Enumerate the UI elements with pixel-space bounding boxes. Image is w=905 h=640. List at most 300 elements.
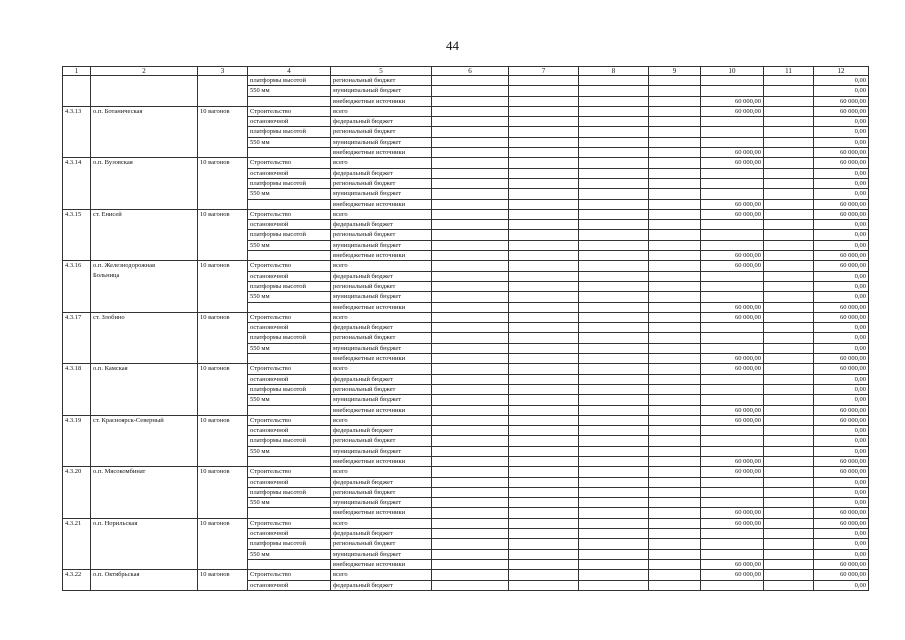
funding-source-cell: региональный бюджет — [331, 76, 432, 86]
description-cell — [248, 302, 331, 312]
description-cell: Строительство — [248, 518, 331, 528]
funding-source-cell: муниципальный бюджет — [331, 343, 432, 353]
empty-cell-col6 — [432, 312, 509, 322]
empty-cell-col7 — [509, 559, 579, 569]
item-name: о.п. Камская — [93, 365, 128, 373]
empty-cell-col9 — [649, 189, 701, 199]
empty-cell-col7 — [509, 374, 579, 384]
empty-cell-col9 — [649, 168, 701, 178]
description-cell: остановочной — [248, 529, 331, 539]
item-code-cell: 4.3.20 — [63, 467, 91, 518]
item-name: о.п. Октябрьская — [93, 571, 140, 579]
amount-col10-cell — [701, 446, 764, 456]
amount-col10-cell: 60 000,00 — [701, 96, 764, 106]
empty-cell-col8 — [579, 508, 649, 518]
description-cell: 550 мм — [248, 549, 331, 559]
amount-col10-cell — [701, 168, 764, 178]
empty-cell-col9 — [649, 467, 701, 477]
amount-col10-cell — [701, 178, 764, 188]
table-row — [63, 364, 869, 374]
empty-cell-col7 — [509, 96, 579, 106]
funding-source-cell: региональный бюджет — [331, 539, 432, 549]
amount-col10-cell — [701, 127, 764, 137]
funding-source-cell: всего — [331, 570, 432, 580]
empty-cell-col9 — [649, 127, 701, 137]
empty-cell-col7 — [509, 178, 579, 188]
empty-cell-col7 — [509, 189, 579, 199]
amount-col10-cell: 60 000,00 — [701, 158, 764, 168]
empty-cell-col11 — [764, 456, 814, 466]
empty-cell-col9 — [649, 148, 701, 158]
item-name-cell — [91, 364, 198, 415]
amount-col12-cell: 0,00 — [814, 168, 869, 178]
amount-col12-cell: 60 000,00 — [814, 148, 869, 158]
empty-cell-col11 — [764, 446, 814, 456]
funding-source-cell: внебюджетные источники — [331, 96, 432, 106]
description-cell: Строительство — [248, 158, 331, 168]
empty-cell-col8 — [579, 261, 649, 271]
unit-cell: 10 вагонов — [198, 364, 248, 415]
description-cell: остановочной — [248, 220, 331, 230]
header-cell-12: 12 — [814, 67, 869, 76]
empty-cell-col6 — [432, 86, 509, 96]
description-cell — [248, 199, 331, 209]
empty-cell-col6 — [432, 570, 509, 580]
table-row — [63, 76, 869, 86]
empty-cell-col11 — [764, 261, 814, 271]
description-cell: остановочной — [248, 580, 331, 590]
unit-cell: 10 вагонов — [198, 570, 248, 591]
description-cell — [248, 251, 331, 261]
amount-col10-cell — [701, 549, 764, 559]
empty-cell-col6 — [432, 220, 509, 230]
amount-col12-cell: 0,00 — [814, 436, 869, 446]
description-cell: Строительство — [248, 209, 331, 219]
empty-cell-col7 — [509, 117, 579, 127]
empty-cell-col9 — [649, 518, 701, 528]
description-cell: 550 мм — [248, 86, 331, 96]
empty-cell-col9 — [649, 199, 701, 209]
empty-cell-col9 — [649, 580, 701, 590]
amount-col12-cell: 0,00 — [814, 333, 869, 343]
funding-source-cell: муниципальный бюджет — [331, 446, 432, 456]
amount-col10-cell — [701, 343, 764, 353]
amount-col12-cell: 60 000,00 — [814, 106, 869, 116]
empty-cell-col8 — [579, 96, 649, 106]
empty-cell-col7 — [509, 384, 579, 394]
amount-col12-cell: 0,00 — [814, 178, 869, 188]
description-cell: 550 мм — [248, 343, 331, 353]
table-row — [63, 209, 869, 219]
empty-cell-col7 — [509, 467, 579, 477]
empty-cell-col8 — [579, 76, 649, 86]
empty-cell-col11 — [764, 189, 814, 199]
empty-cell-col8 — [579, 127, 649, 137]
description-cell: Строительство — [248, 364, 331, 374]
empty-cell-col11 — [764, 487, 814, 497]
amount-col10-cell — [701, 384, 764, 394]
table-row — [63, 106, 869, 116]
funding-source-cell: федеральный бюджет — [331, 323, 432, 333]
empty-cell-col11 — [764, 426, 814, 436]
empty-cell-col7 — [509, 251, 579, 261]
empty-cell-col11 — [764, 549, 814, 559]
empty-cell-col7 — [509, 106, 579, 116]
empty-cell-col6 — [432, 456, 509, 466]
description-cell: Строительство — [248, 467, 331, 477]
empty-cell-col11 — [764, 86, 814, 96]
amount-col10-cell: 60 000,00 — [701, 261, 764, 271]
amount-col10-cell: 60 000,00 — [701, 364, 764, 374]
empty-cell-col7 — [509, 364, 579, 374]
empty-cell-col7 — [509, 333, 579, 343]
empty-cell-col11 — [764, 333, 814, 343]
empty-cell-col7 — [509, 456, 579, 466]
amount-col12-cell: 60 000,00 — [814, 261, 869, 271]
empty-cell-col11 — [764, 302, 814, 312]
description-cell: остановочной — [248, 117, 331, 127]
amount-col10-cell — [701, 137, 764, 147]
empty-cell-col7 — [509, 302, 579, 312]
description-cell: 550 мм — [248, 498, 331, 508]
empty-cell-col8 — [579, 168, 649, 178]
amount-col12-cell: 60 000,00 — [814, 312, 869, 322]
empty-cell-col7 — [509, 436, 579, 446]
header-cell-7: 7 — [509, 67, 579, 76]
empty-cell-col8 — [579, 384, 649, 394]
funding-source-cell: муниципальный бюджет — [331, 86, 432, 96]
table-row — [63, 261, 869, 271]
funding-source-cell: внебюджетные источники — [331, 354, 432, 364]
empty-cell-col6 — [432, 333, 509, 343]
empty-cell-col8 — [579, 570, 649, 580]
empty-cell-col9 — [649, 137, 701, 147]
empty-cell-col11 — [764, 415, 814, 425]
funding-source-cell: всего — [331, 467, 432, 477]
empty-cell-col11 — [764, 498, 814, 508]
amount-col10-cell — [701, 333, 764, 343]
amount-col10-cell: 60 000,00 — [701, 312, 764, 322]
empty-cell-col6 — [432, 209, 509, 219]
empty-cell-col11 — [764, 251, 814, 261]
amount-col12-cell: 0,00 — [814, 395, 869, 405]
empty-cell-col7 — [509, 549, 579, 559]
description-cell: платформы высотой — [248, 281, 331, 291]
empty-cell-col11 — [764, 271, 814, 281]
item-code-cell: 4.3.22 — [63, 570, 91, 591]
empty-cell-col11 — [764, 467, 814, 477]
unit-cell: 10 вагонов — [198, 467, 248, 518]
description-cell: платформы высотой — [248, 539, 331, 549]
empty-cell-col9 — [649, 292, 701, 302]
amount-col10-cell — [701, 220, 764, 230]
unit-cell: 10 вагонов — [198, 209, 248, 260]
amount-col12-cell: 0,00 — [814, 220, 869, 230]
description-cell: платформы высотой — [248, 76, 331, 86]
empty-cell-col8 — [579, 467, 649, 477]
empty-cell-col11 — [764, 343, 814, 353]
empty-cell-col11 — [764, 477, 814, 487]
description-cell: платформы высотой — [248, 127, 331, 137]
empty-cell-col6 — [432, 405, 509, 415]
header-cell-11: 11 — [764, 67, 814, 76]
item-name: о.п. Норильская — [93, 519, 138, 527]
description-cell: Строительство — [248, 415, 331, 425]
empty-cell-col6 — [432, 559, 509, 569]
code-cell — [63, 76, 91, 107]
empty-cell-col11 — [764, 539, 814, 549]
funding-source-cell: внебюджетные источники — [331, 148, 432, 158]
funding-source-cell: федеральный бюджет — [331, 117, 432, 127]
empty-cell-col7 — [509, 477, 579, 487]
amount-col10-cell — [701, 323, 764, 333]
empty-cell-col9 — [649, 570, 701, 580]
header-cell-3: 3 — [198, 67, 248, 76]
empty-cell-col11 — [764, 395, 814, 405]
amount-col10-cell — [701, 498, 764, 508]
empty-cell-col6 — [432, 137, 509, 147]
empty-cell-col6 — [432, 158, 509, 168]
empty-cell-col6 — [432, 364, 509, 374]
amount-col12-cell: 60 000,00 — [814, 467, 869, 477]
description-cell: 550 мм — [248, 240, 331, 250]
empty-cell-col11 — [764, 292, 814, 302]
empty-cell-col7 — [509, 446, 579, 456]
amount-col10-cell: 60 000,00 — [701, 106, 764, 116]
empty-cell-col6 — [432, 446, 509, 456]
item-name: о.п. Вузовская — [93, 159, 133, 167]
funding-source-cell: всего — [331, 261, 432, 271]
empty-cell-col9 — [649, 374, 701, 384]
description-cell: 550 мм — [248, 189, 331, 199]
amount-col10-cell: 60 000,00 — [701, 302, 764, 312]
empty-cell-col8 — [579, 230, 649, 240]
empty-cell-col8 — [579, 415, 649, 425]
amount-col12-cell: 0,00 — [814, 487, 869, 497]
empty-cell-col11 — [764, 570, 814, 580]
header-cell-8: 8 — [579, 67, 649, 76]
amount-col10-cell — [701, 539, 764, 549]
funding-source-cell: региональный бюджет — [331, 436, 432, 446]
funding-source-cell: внебюджетные источники — [331, 199, 432, 209]
empty-cell-col6 — [432, 343, 509, 353]
empty-cell-col9 — [649, 539, 701, 549]
empty-cell-col8 — [579, 580, 649, 590]
funding-source-cell: всего — [331, 518, 432, 528]
empty-cell-col8 — [579, 199, 649, 209]
empty-cell-col8 — [579, 220, 649, 230]
header-cell-5: 5 — [331, 67, 432, 76]
empty-cell-col11 — [764, 240, 814, 250]
amount-col10-cell: 60 000,00 — [701, 467, 764, 477]
empty-cell-col6 — [432, 96, 509, 106]
item-name-cell — [91, 312, 198, 363]
empty-cell-col9 — [649, 251, 701, 261]
amount-col12-cell: 0,00 — [814, 271, 869, 281]
item-code-cell: 4.3.16 — [63, 261, 91, 312]
table-row — [63, 312, 869, 322]
item-name: ст. Енисей — [93, 210, 122, 218]
amount-col12-cell: 0,00 — [814, 477, 869, 487]
amount-col12-cell: 60 000,00 — [814, 405, 869, 415]
item-name-cell — [91, 106, 198, 157]
empty-cell-col9 — [649, 261, 701, 271]
funding-source-cell: региональный бюджет — [331, 487, 432, 497]
empty-cell-col11 — [764, 127, 814, 137]
empty-cell-col9 — [649, 549, 701, 559]
empty-cell-col6 — [432, 251, 509, 261]
funding-source-cell: федеральный бюджет — [331, 426, 432, 436]
empty-cell-col9 — [649, 498, 701, 508]
amount-col12-cell: 0,00 — [814, 86, 869, 96]
empty-cell-col8 — [579, 137, 649, 147]
amount-col12-cell: 0,00 — [814, 384, 869, 394]
empty-cell-col8 — [579, 374, 649, 384]
empty-cell-col9 — [649, 343, 701, 353]
item-name-cell — [91, 570, 198, 591]
item-name-cell — [91, 518, 198, 569]
empty-cell-col11 — [764, 384, 814, 394]
empty-cell-col6 — [432, 467, 509, 477]
empty-cell-col8 — [579, 251, 649, 261]
empty-cell-col7 — [509, 127, 579, 137]
empty-cell-col7 — [509, 220, 579, 230]
amount-col10-cell — [701, 230, 764, 240]
description-cell: 550 мм — [248, 292, 331, 302]
empty-cell-col8 — [579, 302, 649, 312]
description-cell: платформы высотой — [248, 384, 331, 394]
empty-cell-col8 — [579, 312, 649, 322]
empty-cell-col7 — [509, 354, 579, 364]
amount-col10-cell — [701, 529, 764, 539]
description-cell: Строительство — [248, 570, 331, 580]
amount-col12-cell: 60 000,00 — [814, 559, 869, 569]
empty-cell-col11 — [764, 323, 814, 333]
item-name-cell — [91, 467, 198, 518]
description-cell: остановочной — [248, 323, 331, 333]
description-cell — [248, 354, 331, 364]
empty-cell-col8 — [579, 539, 649, 549]
empty-cell-col11 — [764, 405, 814, 415]
empty-cell-col7 — [509, 323, 579, 333]
empty-cell-col8 — [579, 364, 649, 374]
item-name-cell — [91, 261, 198, 312]
item-code-cell: 4.3.13 — [63, 106, 91, 157]
empty-cell-col7 — [509, 86, 579, 96]
funding-source-cell: внебюджетные источники — [331, 405, 432, 415]
empty-cell-col7 — [509, 292, 579, 302]
amount-col12-cell: 0,00 — [814, 240, 869, 250]
empty-cell-col6 — [432, 415, 509, 425]
description-cell: платформы высотой — [248, 487, 331, 497]
amount-col10-cell: 60 000,00 — [701, 508, 764, 518]
item-name-cell — [91, 209, 198, 260]
funding-source-cell: всего — [331, 364, 432, 374]
amount-col12-cell: 0,00 — [814, 76, 869, 86]
empty-cell-col6 — [432, 106, 509, 116]
empty-cell-col9 — [649, 117, 701, 127]
empty-cell-col8 — [579, 271, 649, 281]
description-cell: платформы высотой — [248, 333, 331, 343]
empty-cell-col11 — [764, 96, 814, 106]
empty-cell-col6 — [432, 384, 509, 394]
empty-cell-col6 — [432, 395, 509, 405]
funding-source-cell: всего — [331, 415, 432, 425]
amount-col10-cell — [701, 271, 764, 281]
empty-cell-col9 — [649, 364, 701, 374]
empty-cell-col8 — [579, 549, 649, 559]
empty-cell-col7 — [509, 415, 579, 425]
amount-col12-cell: 60 000,00 — [814, 199, 869, 209]
empty-cell-col7 — [509, 570, 579, 580]
amount-col10-cell: 60 000,00 — [701, 354, 764, 364]
funding-source-cell: региональный бюджет — [331, 281, 432, 291]
empty-cell-col8 — [579, 477, 649, 487]
header-cell-6: 6 — [432, 67, 509, 76]
empty-cell-col8 — [579, 518, 649, 528]
amount-col10-cell: 60 000,00 — [701, 199, 764, 209]
empty-cell-col8 — [579, 106, 649, 116]
empty-cell-col11 — [764, 199, 814, 209]
amount-col12-cell: 0,00 — [814, 137, 869, 147]
amount-col12-cell: 60 000,00 — [814, 570, 869, 580]
empty-cell-col11 — [764, 117, 814, 127]
empty-cell-col7 — [509, 281, 579, 291]
item-name: ст. Красноярск-Северный — [93, 416, 164, 424]
empty-cell-col9 — [649, 405, 701, 415]
item-code-cell: 4.3.15 — [63, 209, 91, 260]
amount-col12-cell: 0,00 — [814, 127, 869, 137]
item-code-cell: 4.3.19 — [63, 415, 91, 466]
empty-cell-col11 — [764, 508, 814, 518]
unit-cell: 10 вагонов — [198, 106, 248, 157]
empty-cell-col9 — [649, 354, 701, 364]
empty-cell-col9 — [649, 384, 701, 394]
empty-cell-col11 — [764, 374, 814, 384]
amount-col12-cell: 0,00 — [814, 292, 869, 302]
empty-cell-col9 — [649, 508, 701, 518]
amount-col12-cell: 0,00 — [814, 539, 869, 549]
amount-col10-cell: 60 000,00 — [701, 570, 764, 580]
description-cell — [248, 405, 331, 415]
funding-source-cell: внебюджетные источники — [331, 302, 432, 312]
empty-cell-col6 — [432, 302, 509, 312]
amount-col12-cell: 0,00 — [814, 117, 869, 127]
empty-cell-col11 — [764, 76, 814, 86]
empty-cell-col6 — [432, 426, 509, 436]
empty-cell-col9 — [649, 220, 701, 230]
funding-source-cell: внебюджетные источники — [331, 508, 432, 518]
empty-cell-col7 — [509, 539, 579, 549]
empty-cell-col9 — [649, 302, 701, 312]
empty-cell-col9 — [649, 477, 701, 487]
table-body — [63, 67, 869, 591]
empty-cell-col6 — [432, 168, 509, 178]
empty-cell-col6 — [432, 199, 509, 209]
item-code-cell: 4.3.14 — [63, 158, 91, 209]
description-cell — [248, 508, 331, 518]
amount-col10-cell — [701, 426, 764, 436]
funding-source-cell: региональный бюджет — [331, 127, 432, 137]
amount-col12-cell: 0,00 — [814, 426, 869, 436]
amount-col10-cell — [701, 189, 764, 199]
empty-cell-col9 — [649, 281, 701, 291]
amount-col10-cell — [701, 477, 764, 487]
amount-col12-cell: 0,00 — [814, 189, 869, 199]
empty-cell-col11 — [764, 220, 814, 230]
funding-source-cell: муниципальный бюджет — [331, 137, 432, 147]
amount-col12-cell: 60 000,00 — [814, 415, 869, 425]
